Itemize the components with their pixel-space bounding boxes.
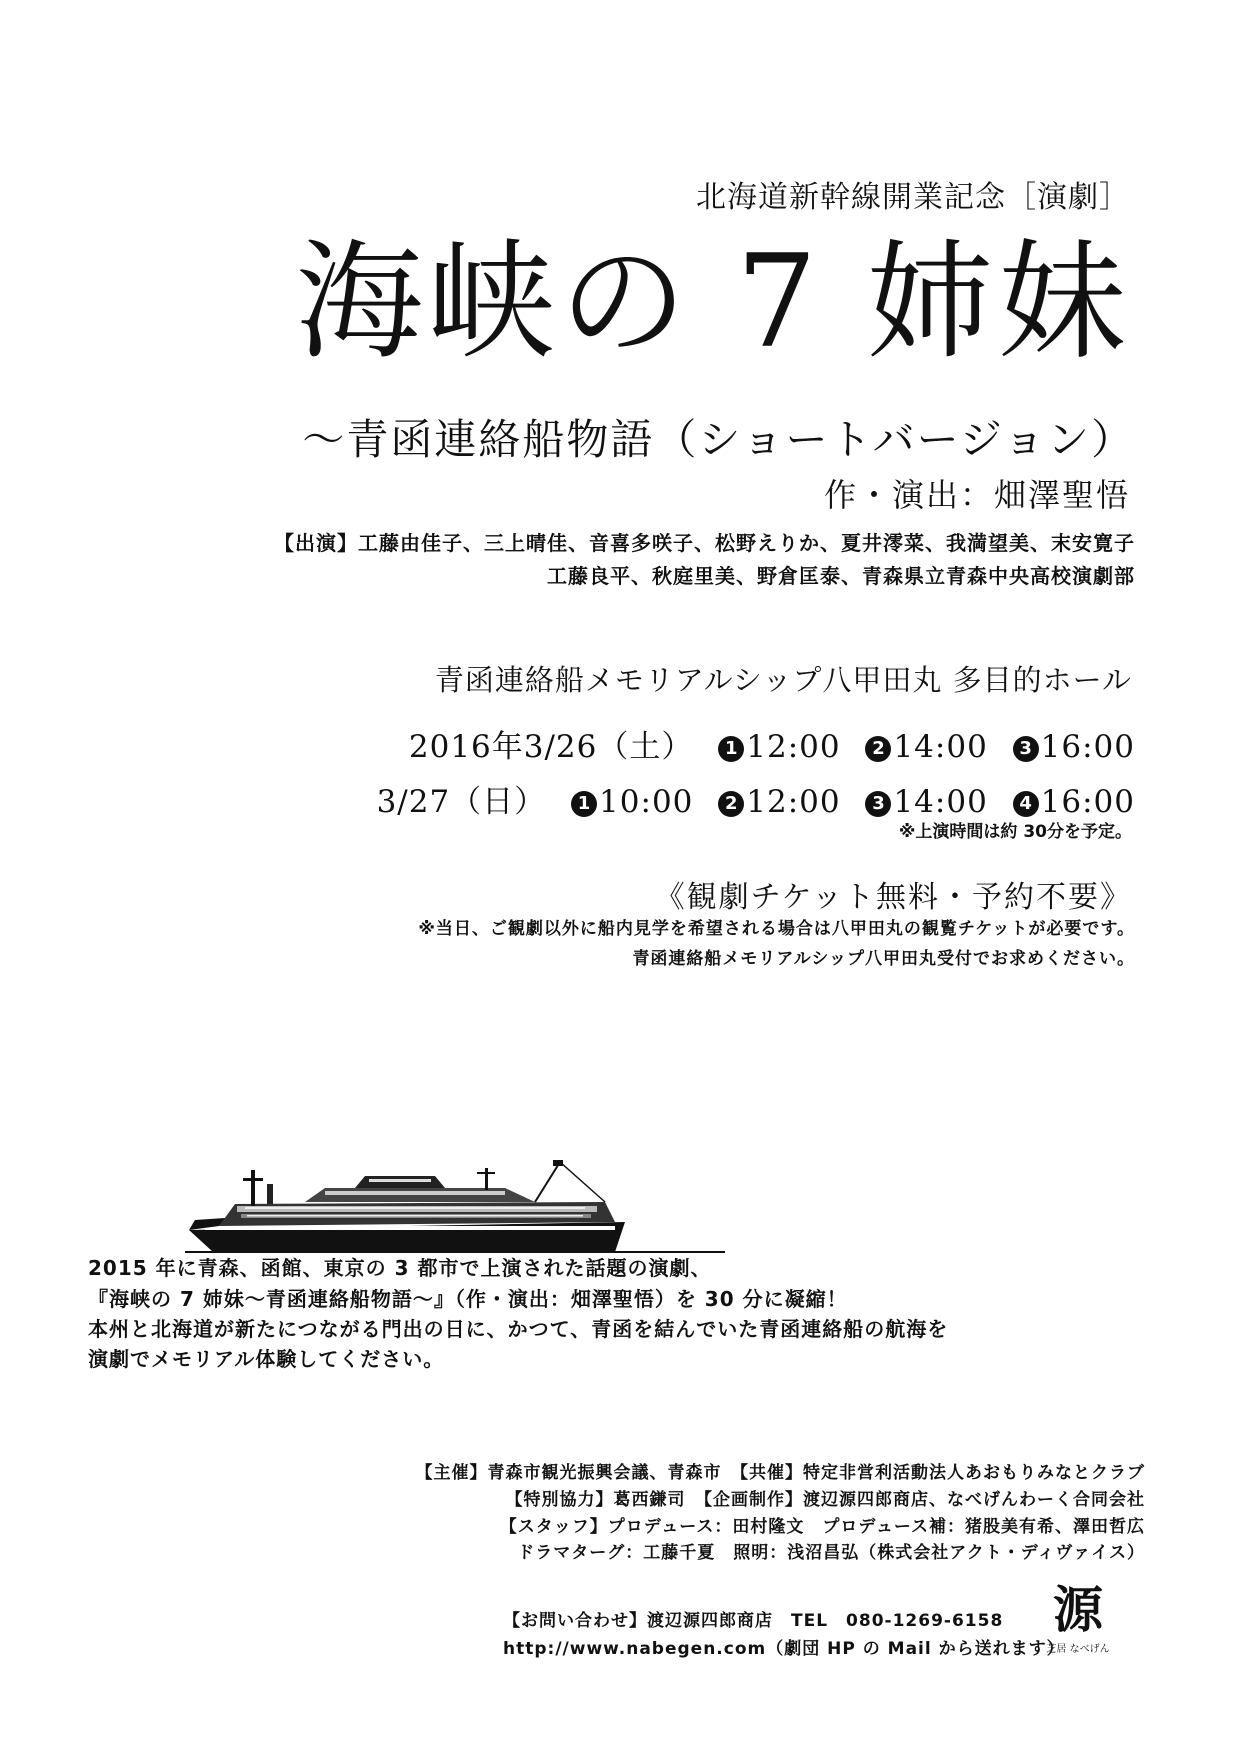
contact-info: 【お問い合わせ】渡辺源四郎商店 TEL 080-1269-6158 xyxy=(503,1611,1004,1631)
logo-caption: 芝居 なべげん xyxy=(1046,1644,1110,1655)
website-link[interactable]: http://www.nabegen.com（劇団 HP の Mail から送れます） xyxy=(503,1639,1065,1659)
performance-day-2 xyxy=(377,776,1135,821)
show-time: 14:00 xyxy=(893,784,988,820)
event-kicker: 北海道新幹線開業記念［演劇］ xyxy=(696,180,1130,215)
performance-day-1 xyxy=(409,721,1135,766)
show-time: 12:00 xyxy=(746,784,841,820)
show-number-badge: 1 xyxy=(571,791,597,817)
ferry-ship-illustration xyxy=(185,1160,725,1260)
runtime-note: ※上演時間は約 30分を予定。 xyxy=(898,822,1132,842)
show-number-badge: 2 xyxy=(865,736,891,762)
logo-mark xyxy=(1051,1582,1105,1638)
show-time: 12:00 xyxy=(746,729,841,765)
cast-line-2: 工藤良平、秋庭里美、野倉匡泰、青森県立青森中央高校演劇部 xyxy=(547,564,1135,588)
show-number-badge: 2 xyxy=(718,791,744,817)
credits-line-2: 【特別協力】葛西鎌司 【企画制作】渡辺源四郎商店、なべげんわーく合同会社 xyxy=(505,1490,1145,1510)
ticket-note-1: ※当日、ご観劇以外に船内見学を希望される場合は八甲田丸の観覧チケットが必要です。 xyxy=(418,919,1135,939)
credits-line-1: 【主催】青森市観光振興会議、青森市 【共催】特定非営利活動法人あおもりみなとクラブ xyxy=(415,1463,1145,1483)
show-number-badge: 4 xyxy=(1013,791,1039,817)
show-time: 16:00 xyxy=(1040,784,1135,820)
author-credit: 作・演出：畑澤聖悟 xyxy=(823,476,1130,514)
show-number-badge: 3 xyxy=(865,791,891,817)
ticket-note-2: 青函連絡船メモリアルシップ八甲田丸受付でお求めください。 xyxy=(632,949,1135,969)
venue: 青函連絡船メモリアルシップ八甲田丸 多目的ホール xyxy=(434,663,1132,697)
nabegen-logo xyxy=(1043,1582,1113,1655)
show-number-badge: 3 xyxy=(1013,736,1039,762)
show-number-badge: 1 xyxy=(718,736,744,762)
performance-date: 3/27（日） xyxy=(376,784,547,820)
show-time: 10:00 xyxy=(599,784,694,820)
description-line-3: 本州と北海道が新たにつながる門出の日に、かつて、青函を結んでいた青函連絡船の航海を xyxy=(88,1317,949,1341)
show-time: 14:00 xyxy=(893,729,988,765)
logo-char: 源 xyxy=(1053,1580,1103,1639)
description-line-1: 2015 年に青森、函館、東京の 3 都市で上演された話題の演劇、 xyxy=(88,1256,712,1280)
description-line-4: 演劇でメモリアル体験してください。 xyxy=(88,1347,445,1371)
play-subtitle: ～青函連絡船物語（ショートバージョン） xyxy=(302,415,1135,464)
show-time: 16:00 xyxy=(1040,729,1135,765)
credits-line-3: 【スタッフ】プロデュース：田村隆文 プロデュース補：猪股美有希、澤田哲広 xyxy=(499,1517,1145,1537)
cast-line-1: 【出演】工藤由佳子、三上晴佳、音喜多咲子、松野えりか、夏井澪菜、我満望美、末安寛子 xyxy=(274,531,1135,555)
performance-date: 2016年3/26（土） xyxy=(408,729,694,765)
description-line-2: 『海峡の 7 姉妹～青函連絡船物語～』（作・演出：畑澤聖悟）を 30 分に凝縮！ xyxy=(88,1287,848,1311)
credits-line-4: ドラマターグ：工藤千夏 照明：浅沼昌弘（株式会社アクト・ディヴァイス） xyxy=(517,1543,1145,1563)
ticket-headline: 《観劇チケット無料・予約不要》 xyxy=(654,880,1132,915)
play-title: 海峡の 7 姉妹 xyxy=(295,228,1130,377)
